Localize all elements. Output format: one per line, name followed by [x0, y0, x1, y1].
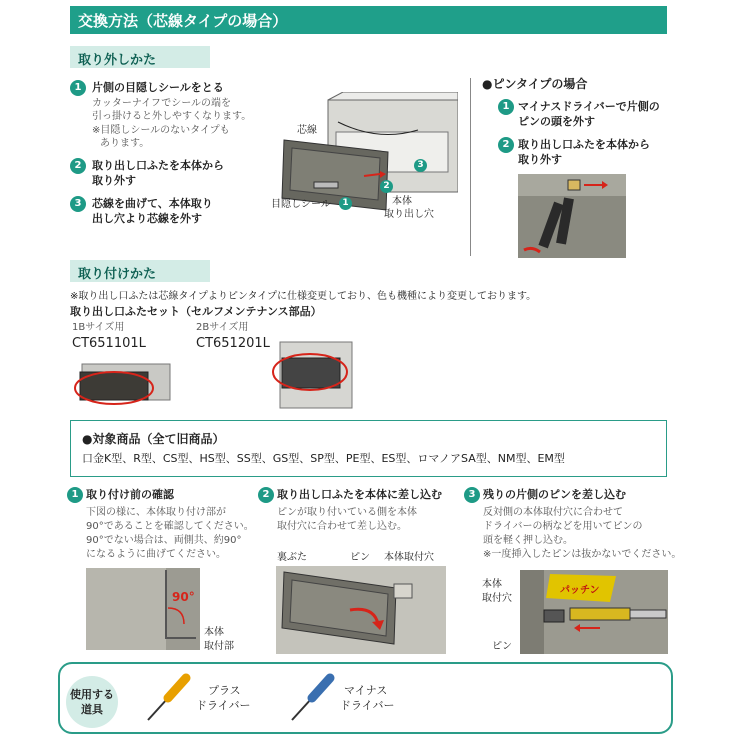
step-text: 90°であることを確認してください。 [86, 521, 254, 532]
step-text: ドライバーの柄などを用いてピンの [483, 521, 643, 532]
step-note: カッターナイフでシールの端を [92, 98, 231, 109]
step-text: 下図の様に、本体取り付け部が [86, 507, 226, 518]
flathead-screwdriver-icon [286, 672, 336, 724]
marker: 3 [414, 159, 427, 172]
parts-set-title: 取り出し口ふたセット（セルフメンテナンス部品） [70, 305, 322, 318]
tools-label-circle [66, 676, 118, 728]
section-header-removal [70, 46, 210, 68]
label-body-hole: 取付穴 [482, 593, 512, 604]
insert-lid-illustration [276, 566, 446, 654]
step-title: 取り出し口ふたを本体に差し込む [277, 488, 442, 501]
step-number: 2 [258, 487, 274, 503]
target-products-box [70, 420, 667, 477]
tools-label: 使用する [70, 688, 114, 701]
product-size: 2Bサイズ用 [196, 322, 249, 333]
step-text: ピンの頭を外す [518, 115, 595, 128]
label-pin: ピン [492, 641, 512, 652]
target-products-title: ●対象商品（全て旧商品） [82, 432, 225, 446]
phillips-screwdriver-icon [142, 672, 192, 724]
angle-label: 90° [172, 590, 195, 604]
pin-type-illustration [518, 174, 626, 258]
step-number: 3 [464, 487, 480, 503]
label-core: 芯線 [297, 125, 317, 136]
target-products-list: 口金K型、R型、CS型、HS型、SS型、GS型、SP型、PE型、ES型、ロマノアSA型、NM型、EM型 [82, 452, 565, 465]
product-code: CT651201L [196, 336, 270, 351]
label-seal: 目隠しシール [271, 199, 331, 210]
step-text: 取り出し口ふたを本体から [518, 138, 650, 151]
step-title: 片側の目隠しシールをとる [92, 81, 224, 94]
product-size: 1Bサイズ用 [72, 322, 125, 333]
tool-name: ドライバー [196, 699, 251, 712]
product-code: CT651101L [72, 336, 146, 351]
step-text: 芯線を曲げて、本体取り [92, 197, 213, 210]
section-title: 取り付けかた [78, 267, 157, 282]
label-patchin: パッチン [560, 585, 600, 596]
step-note: ※目隠しシールのないタイプも [92, 125, 230, 136]
step-number: 1 [498, 99, 514, 115]
step-title: 取り付け前の確認 [86, 488, 174, 501]
step-text: 取り外す [92, 174, 136, 187]
step-text: 取付穴に合わせて差し込む。 [277, 521, 407, 532]
label-pin: ピン [350, 552, 370, 563]
step-number: 1 [67, 487, 83, 503]
tool-name: マイナス [344, 684, 388, 697]
step-number: 2 [498, 137, 514, 153]
step-note: あります。 [100, 138, 150, 149]
tools-label: 道具 [81, 703, 103, 716]
divider [470, 78, 471, 256]
step-text: 90°でない場合は、両側共、約90° [86, 535, 242, 546]
label-body-hole: 本体取付穴 [384, 552, 434, 563]
step-text: 頭を軽く押し込む。 [483, 535, 573, 546]
step-text: 反対側の本体取付穴に合わせて [483, 507, 623, 518]
pin-type-heading: ●ピンタイプの場合 [482, 77, 588, 91]
step-text: ※一度挿入したピンは抜かないでください。 [483, 549, 682, 560]
label-hole: 取り出し穴 [384, 209, 434, 220]
step-number: 3 [70, 196, 86, 212]
product-image-1b [72, 358, 172, 408]
step-title: 残りの片側のピンを差し込む [483, 488, 626, 501]
step-number: 1 [70, 80, 86, 96]
step-text: になるように曲げてください。 [86, 549, 226, 560]
label-hole: 本体 [392, 196, 412, 207]
mount-angle-illustration [86, 568, 200, 650]
marker: 1 [339, 197, 352, 210]
push-pin-illustration [520, 570, 668, 654]
label-body-hole: 本体 [482, 579, 502, 590]
step-text: マイナスドライバーで片側の [518, 100, 660, 113]
product-image-2b [270, 340, 354, 410]
step-text: ピンが取り付いている側を本体 [277, 507, 417, 518]
step-text: 取り出し口ふたを本体から [92, 159, 224, 172]
section-title: 取り外しかた [78, 53, 157, 68]
step-text: 出し穴より芯線を外す [92, 212, 202, 225]
page-title: 交換方法（芯線タイプの場合） [78, 12, 288, 30]
step-note: 引っ掛けると外しやすくなります。 [92, 111, 252, 122]
install-note: ※取り出し口ふたは芯線タイプよりピンタイプに仕様変更しており、色も機種により変更しております。 [70, 291, 537, 302]
section-header-install [70, 260, 210, 282]
tool-name: プラス [208, 684, 241, 697]
step-text: 取り外す [518, 153, 562, 166]
label-mount: 取付部 [204, 641, 234, 652]
tool-name: ドライバー [340, 699, 395, 712]
label-back-lid: 裏ぶた [277, 552, 307, 563]
step-number: 2 [70, 158, 86, 174]
label-mount: 本体 [204, 627, 224, 638]
marker: 2 [380, 180, 393, 193]
header-bar [70, 6, 667, 34]
